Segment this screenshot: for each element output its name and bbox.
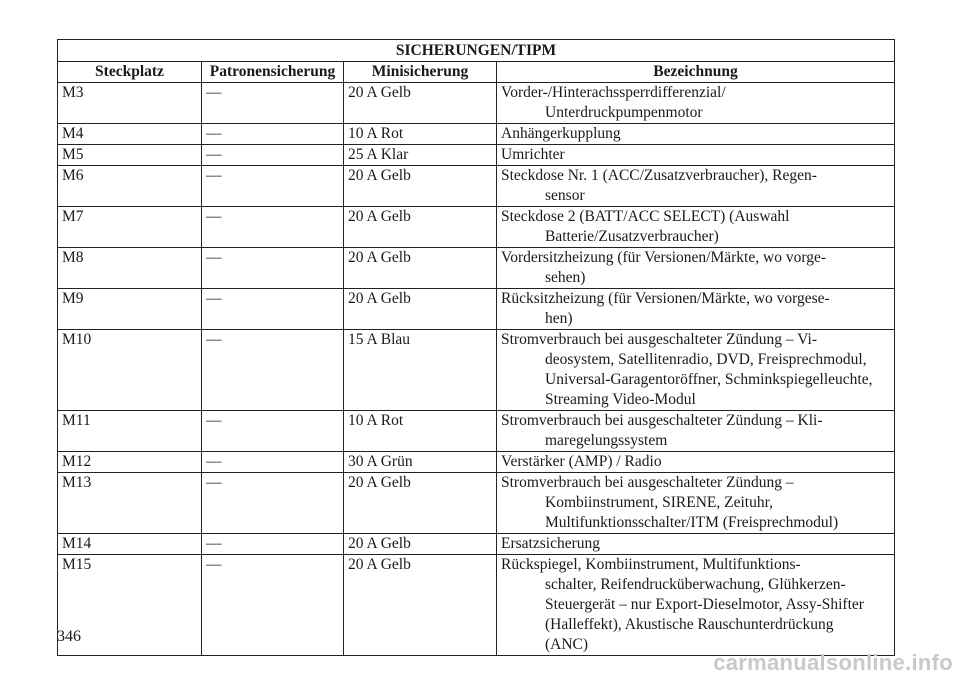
description-cell [497, 124, 895, 145]
fuse-table [57, 39, 895, 656]
table-row [58, 145, 895, 166]
cartridge-cell: — [202, 473, 344, 534]
header-slot: Steckplatz [58, 62, 202, 83]
description-line: maregelungssystem [545, 432, 668, 449]
slot-cell: M7 [58, 207, 202, 248]
mini-fuse-cell: 20 A Gelb [344, 473, 497, 534]
table-row [58, 330, 895, 411]
page-number: 346 [57, 628, 81, 645]
description-cell [497, 411, 895, 452]
mini-fuse-cell: 20 A Gelb [344, 83, 497, 124]
description-cell [497, 555, 895, 656]
slot-cell: M12 [58, 452, 202, 473]
description-line: Unterdruckpumpenmotor [545, 104, 703, 121]
table-row [58, 207, 895, 248]
mini-fuse-cell: 25 A Klar [344, 145, 497, 166]
cartridge-cell: — [202, 289, 344, 330]
slot-cell: M13 [58, 473, 202, 534]
slot-cell: M14 [58, 534, 202, 555]
cartridge-cell: — [202, 555, 344, 656]
slot-cell: M8 [58, 248, 202, 289]
description-line: sehen) [545, 269, 586, 286]
description-line: Stromverbrauch bei ausgeschalteter Zündung – Kli- [501, 412, 823, 429]
description-line: Universal-Garagentoröffner, Schminkspiegelleuchte, [545, 371, 873, 388]
description-line: Kombiinstrument, SIRENE, Zeituhr, [545, 494, 773, 511]
mini-fuse-cell: 20 A Gelb [344, 166, 497, 207]
slot-cell: M15 [58, 555, 202, 656]
description-line: Vordersitzheizung (für Versionen/Märkte, wo vorge- [501, 249, 826, 266]
description-cell [497, 473, 895, 534]
description-line: Verstärker (AMP) / Radio [501, 453, 662, 470]
description-cell [497, 166, 895, 207]
description-line: sensor [545, 187, 585, 204]
mini-fuse-cell: 20 A Gelb [344, 289, 497, 330]
description-line: Steckdose Nr. 1 (ACC/Zusatzverbraucher), Regen- [501, 167, 817, 184]
table-row [58, 555, 895, 656]
table-row [58, 534, 895, 555]
header-mini: Minisicherung [344, 62, 497, 83]
cartridge-cell: — [202, 534, 344, 555]
slot-cell: M10 [58, 330, 202, 411]
description-line: schalter, Reifendrucküberwachung, Glühkerzen- [545, 576, 846, 593]
description-cell [497, 248, 895, 289]
cartridge-cell: — [202, 248, 344, 289]
description-line: deosystem, Satellitenradio, DVD, Freisprechmodul, [545, 351, 867, 368]
description-cell [497, 289, 895, 330]
table-title: SICHERUNGEN/TIPM [58, 40, 895, 62]
mini-fuse-cell: 20 A Gelb [344, 207, 497, 248]
description-cell [497, 534, 895, 555]
description-cell [497, 145, 895, 166]
slot-cell: M3 [58, 83, 202, 124]
slot-cell: M11 [58, 411, 202, 452]
description-line: Stromverbrauch bei ausgeschalteter Zündung – Vi- [501, 331, 818, 348]
cartridge-cell: — [202, 411, 344, 452]
table-row [58, 411, 895, 452]
table-row [58, 452, 895, 473]
mini-fuse-cell: 20 A Gelb [344, 248, 497, 289]
mini-fuse-cell: 15 A Blau [344, 330, 497, 411]
description-line: Vorder-/Hinterachssperrdifferenzial/ [501, 84, 726, 101]
cartridge-cell: — [202, 145, 344, 166]
slot-cell: M4 [58, 124, 202, 145]
table-row [58, 473, 895, 534]
description-line: Multifunktionsschalter/ITM (Freisprechmodul) [545, 514, 839, 531]
description-line: hen) [545, 310, 573, 327]
mini-fuse-cell: 30 A Grün [344, 452, 497, 473]
description-line: Ersatzsicherung [501, 535, 600, 552]
description-line: Stromverbrauch bei ausgeschalteter Zündung – [501, 474, 794, 491]
description-line: Streaming Video-Modul [545, 391, 696, 408]
mini-fuse-cell: 10 A Rot [344, 124, 497, 145]
cartridge-cell: — [202, 452, 344, 473]
description-cell [497, 207, 895, 248]
description-line: Steuergerät – nur Export-Dieselmotor, Assy-Shifter [545, 596, 864, 613]
description-line: (ANC) [545, 636, 589, 653]
header-cartridge: Patronensicherung [202, 62, 344, 83]
cartridge-cell: — [202, 207, 344, 248]
description-line: Rückspiegel, Kombiinstrument, Multifunktions- [501, 556, 801, 573]
description-line: Steckdose 2 (BATT/ACC SELECT) (Auswahl [501, 208, 790, 225]
table-row [58, 166, 895, 207]
cartridge-cell: — [202, 166, 344, 207]
description-line: (Halleffekt), Akustische Rauschunterdrückung [545, 616, 834, 633]
mini-fuse-cell: 10 A Rot [344, 411, 497, 452]
description-cell [497, 330, 895, 411]
table-header-row [58, 62, 895, 83]
cartridge-cell: — [202, 83, 344, 124]
slot-cell: M5 [58, 145, 202, 166]
description-line: Batterie/Zusatzverbraucher) [545, 228, 719, 245]
table-row [58, 124, 895, 145]
description-cell [497, 83, 895, 124]
table-body [58, 83, 895, 656]
mini-fuse-cell: 20 A Gelb [344, 555, 497, 656]
header-description: Bezeichnung [497, 62, 895, 83]
table-title-row [58, 40, 895, 62]
slot-cell: M6 [58, 166, 202, 207]
table-row [58, 248, 895, 289]
description-line: Rücksitzheizung (für Versionen/Märkte, wo vorgese- [501, 290, 830, 307]
cartridge-cell: — [202, 124, 344, 145]
description-line: Anhängerkupplung [501, 125, 621, 142]
description-line: Umrichter [501, 146, 565, 163]
description-cell [497, 452, 895, 473]
table-row [58, 289, 895, 330]
cartridge-cell: — [202, 330, 344, 411]
slot-cell: M9 [58, 289, 202, 330]
mini-fuse-cell: 20 A Gelb [344, 534, 497, 555]
watermark-text: carmanualsonline.info [713, 650, 953, 675]
table-row [58, 83, 895, 124]
